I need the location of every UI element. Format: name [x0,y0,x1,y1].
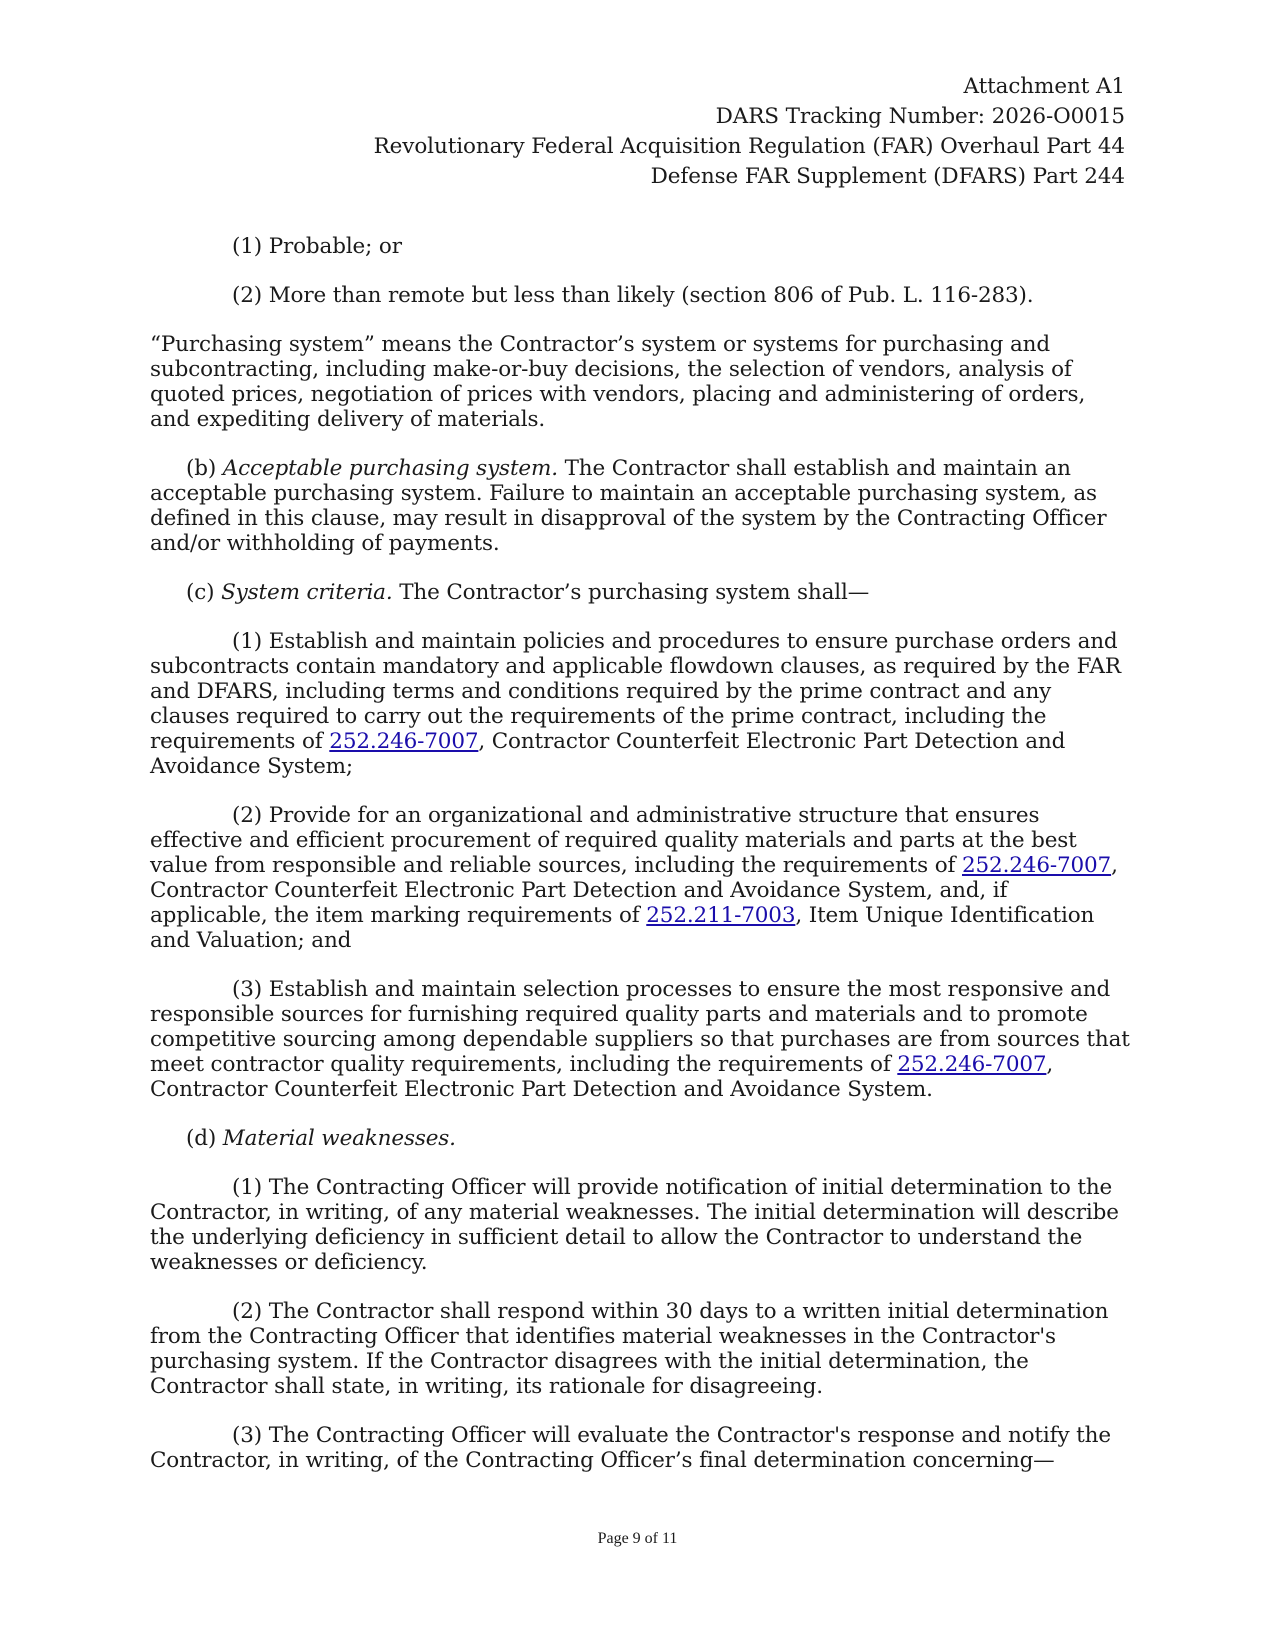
paragraph-c-2-text: (2) Provide for an organizational and administrative structure that ensures effective and efficient procurement of required quality materials and parts at the best value from responsible and reliable sources, including the requirements of [150,803,1077,878]
link-252-246-7007[interactable]: 252.246-7007 [897,1052,1047,1077]
paragraph-c-2-text-mid: , Contractor Counterfeit Electronic Part Detection and Avoidance System, and, if applicable, the item marking requirements of [150,853,1118,928]
paragraph-item-1: (1) Probable; or [232,234,402,259]
link-252-211-7003[interactable]: 252.211-7003 [646,903,796,928]
paragraph-c-3-text: (3) Establish and maintain selection processes to ensure the most responsive and responsible sources for furnishing required quality parts and materials and to promote competitive sourcing among dependable suppliers so that purchases are from sources that meet contractor quality requirements, including the requirements of [150,977,1130,1077]
header-dfars-part: Defense FAR Supplement (DFARS) Part 244 [650,164,1125,189]
paragraph-c [150,580,1130,605]
paragraph-d [150,1126,1130,1151]
paragraph-d-1: (1) The Contracting Officer will provide notification of initial determination to the Contractor, in writing, of any material weaknesses. The initial determination will describe the underlying deficiency in sufficient detail to allow the Contractor to understand the weaknesses or deficiency. [150,1175,1119,1275]
link-252-246-7007[interactable]: 252.246-7007 [962,853,1112,878]
paragraph-c-2 [150,803,1130,953]
paragraph-c-title: System criteria. [221,580,393,605]
header-attachment: Attachment A1 [963,74,1125,99]
page-header [374,72,1125,192]
paragraph-c-2-text-end: , Item Unique Identification and Valuation; and [150,903,1095,953]
paragraph-d-title: Material weaknesses. [222,1126,456,1151]
paragraph-b-text: The Contractor shall establish and maintain an acceptable purchasing system. Failure to maintain an acceptable purchasing system, as defined in this clause, may result in disapproval of the system by the Contracting Officer and/or withholding of payments. [150,456,1107,556]
paragraph-b-title: Acceptable purchasing system. [222,456,558,481]
header-tracking-number: DARS Tracking Number: 2026-O0015 [715,104,1125,129]
link-252-246-7007[interactable]: 252.246-7007 [329,729,479,754]
paragraph-c-3-text-end: , Contractor Counterfeit Electronic Part Detection and Avoidance System. [150,1052,1054,1102]
header-far-part: Revolutionary Federal Acquisition Regulation (FAR) Overhaul Part 44 [373,134,1125,159]
paragraph-d-2: (2) The Contractor shall respond within 30 days to a written initial determination from the Contracting Officer that identifies material weaknesses in the Contractor's purchasing system. If the Contractor disagrees with the initial determination, the Contractor shall state, in writing, its rationale for disagreeing. [150,1299,1109,1399]
paragraph-purchasing-system-definition: “Purchasing system” means the Contractor’s system or systems for purchasing and subcontracting, including make-or-buy decisions, the selection of vendors, analysis of quoted prices, negotiation of prices with vendors, placing and administering of orders, and expediting delivery of materials. [150,332,1086,432]
paragraph-c-1-text-end: , Contractor Counterfeit Electronic Part Detection and Avoidance System; [150,729,1066,779]
page-number: Page 9 of 11 [597,1530,678,1547]
paragraph-c-number: (c) [186,580,222,605]
paragraph-c-text: The Contractor’s purchasing system shall— [392,580,870,605]
paragraph-c-3 [150,977,1130,1102]
paragraph-item-2: (2) More than remote but less than likely (section 806 of Pub. L. 116-283). [232,283,1034,308]
paragraph-b [150,456,1130,556]
paragraph-c-1-text: (1) Establish and maintain policies and procedures to ensure purchase orders and subcontracts contain mandatory and applicable flowdown clauses, as required by the FAR and DFARS, including terms and conditions required by the prime contract and any clauses required to carry out the requirements of the prime contract, including the requirements of [150,629,1121,754]
paragraph-d-number: (d) [186,1126,223,1151]
paragraph-b-number: (b) [186,456,223,481]
paragraph-c-1 [150,629,1130,779]
document-body [150,234,1130,1497]
paragraph-d-3: (3) The Contracting Officer will evaluate the Contractor's response and notify the Contractor, in writing, of the Contracting Officer’s final determination concerning— [150,1423,1111,1473]
